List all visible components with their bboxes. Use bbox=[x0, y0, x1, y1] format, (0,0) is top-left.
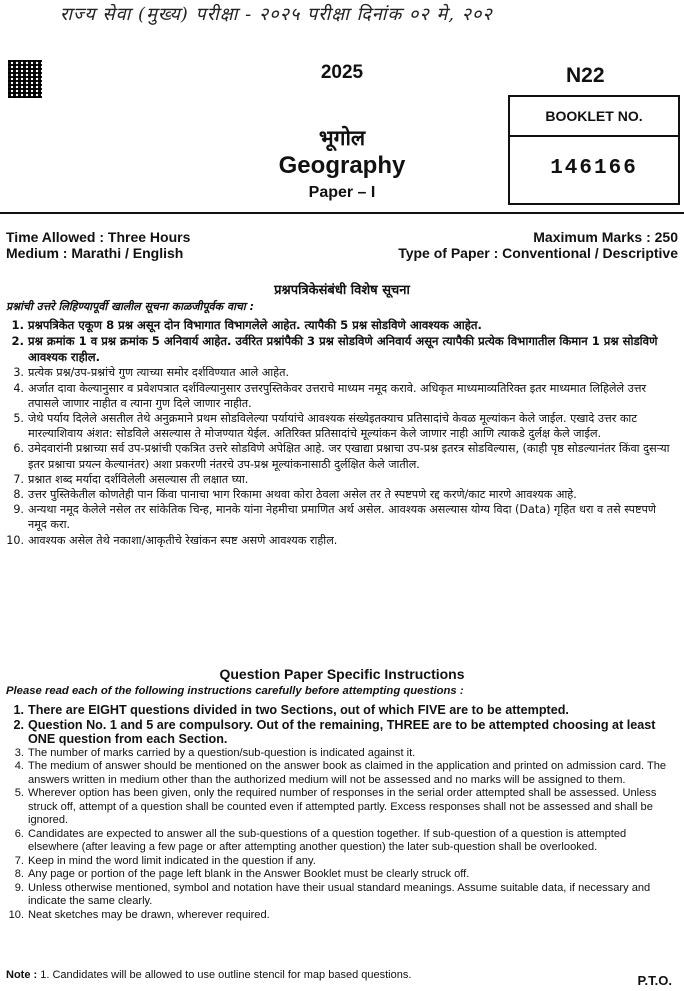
list-item: 10. Neat sketches may be drawn, wherever required. bbox=[8, 908, 270, 921]
list-item: 9. अन्यथा नमूद केलेले नसेल तर सांकेतिक चिन्ह, मानके यांना नेहमीचा प्रमाणित अर्थ असेल. आवश्यक असल्यास योग्य विदा (Data) गृहित धरा व तसे स्पष्टपणे नमूद करा. bbox=[13, 503, 656, 532]
footer-note bbox=[6, 969, 411, 981]
list-item: 5. Wherever option has been given, only the required number of responses in the serial order attempted shall be assessed. Unless struck off, attempt of a question shall be counted even if attempted partly. Excess responses shall not be assessed and shall be ignored. bbox=[14, 787, 657, 826]
header-divider bbox=[0, 212, 684, 214]
list-item: 2. प्रश्न क्रमांक 1 व प्रश्न क्रमांक 5 अनिवार्य आहेत. उर्वरित प्रश्नांपैकी 3 प्रश्न सोडविणे अनिवार्य असून त्यापैकी प्रत्येक विभागातील किमान 1 प्रश्न सोडविणे आवश्यक राहील. bbox=[11, 333, 658, 364]
list-item: 8. उत्तर पुस्तिकेतील कोणतेही पान किंवा पानाचा भाग रिकामा अथवा कोरा ठेवला असेल तर ते स्पष्टपणे रद्द करणे/काट मारणे आवश्यक आहे. bbox=[13, 488, 577, 502]
list-item: 5. जेथे पर्याय दिलेले असतील तेथे अनुक्रमाने प्रथम सोडविलेल्या पर्यायांचे आवश्यक संख्येइतक्याच प्रतिसादांचे केवळ मूल्यांकन केले जाईल. एखादे उत्तर काट मारल्याशिवाय अंशत: सोडविले असल्यास ते मोजण्यात येईल. अतिरिक्त प्रतिसादांचे मूल्यांकन केले जाणार नाही आणि त्याकडे दुर्लक्ष केले जाईल. bbox=[13, 412, 637, 441]
list-item: 3. The number of marks carried by a question/sub-question is indicated against it. bbox=[14, 746, 416, 759]
subject-marathi: भूगोल bbox=[318, 126, 366, 150]
marathi-instructions-list bbox=[6, 318, 674, 548]
list-item: 1. प्रश्नपत्रिकेत एकूण 8 प्रश्न असून दोन विभागात विभागलेले आहेत. त्यापैकी 5 प्रश्न सोडविणे आवश्यक आहेत. bbox=[11, 318, 482, 332]
booklet-label: BOOKLET NO. bbox=[510, 97, 678, 137]
list-item: 6. उमेदवारांनी प्रश्नाच्या सर्व उप-प्रश्नांची एकत्रित उत्तरे सोडविणे अपेक्षित आहे. जर एखाद्या प्रश्नाचा उप-प्रश्न इतरत्र सोडविल्यास, (काही पृष्ठ सोडल्यानंतर किंवा दुसऱ्या इतर प्रश्नाचा प्रयत्न केल्यानंतर) अशा प्रकरणी नंतरचे उप-प्रश्न मूल्यांकनासाठी दुर्लक्षित केले जातील. bbox=[13, 442, 670, 471]
subject-english: Geography bbox=[278, 152, 406, 179]
list-item: 9. Unless otherwise mentioned, symbol and notation have their usual standard meanings. Assume suitable data, if necessary and indicate the same clearly. bbox=[14, 881, 651, 907]
marathi-instructions-heading: प्रश्नपत्रिकेसंबंधी विशेष सूचना bbox=[274, 283, 410, 298]
list-item: 1. There are EIGHT questions divided in two Sections, out of which FIVE are to be attempted. bbox=[13, 703, 569, 717]
list-item: 4. अर्जात दावा केल्यानुसार व प्रवेशपत्रात दर्शविल्यानुसार उत्तरपुस्तिकेवर उत्तराचे माध्यम नमूद करावे. अधिकृत माध्यमाव्यतिरिक्त इतर माध्यमात लिहिलेले उत्तर तपासले जाणार नाहीत व त्याना गुण दिले जाणार नाहीत. bbox=[13, 381, 647, 410]
paper-code: N22 bbox=[566, 64, 605, 87]
english-instructions-list bbox=[6, 703, 674, 922]
list-item: 7. प्रश्नात शब्द मर्यादा दर्शविलेली असल्यास ती लक्षात घ्या. bbox=[13, 472, 249, 486]
english-instructions-heading: Question Paper Specific Instructions bbox=[219, 666, 465, 682]
paper-number: Paper – I bbox=[308, 184, 376, 201]
marathi-instructions-intro: प्रश्नांची उत्तरे लिहिण्यापूर्वी खालील सूचना काळजीपूर्वक वाचा : bbox=[6, 300, 254, 313]
booklet-number: 146166 bbox=[550, 157, 638, 180]
maximum-marks: Maximum Marks : 250 bbox=[533, 229, 678, 245]
list-item: 10. आवश्यक असेल तेथे नकाशा/आकृतीचे रेखांकन स्पष्ट असणे आवश्यक राहील. bbox=[6, 533, 338, 547]
list-item: 3. प्रत्येक प्रश्न/उप-प्रश्नांचे गुण त्याच्या समोर दर्शविण्यात आले आहेत. bbox=[13, 366, 290, 380]
type-of-paper: Type of Paper : Conventional / Descriptive bbox=[398, 245, 678, 261]
note-label: Note : bbox=[6, 969, 38, 981]
medium: Medium : Marathi / English bbox=[6, 245, 184, 261]
meta-right bbox=[398, 229, 678, 261]
note-text: 1. Candidates will be allowed to use outline stencil for map based questions. bbox=[40, 969, 412, 981]
meta-left bbox=[6, 229, 190, 261]
pto-label: P.T.O. bbox=[637, 973, 672, 988]
list-item: 8. Any page or portion of the page left blank in the Answer Booklet must be clearly struck off. bbox=[14, 868, 470, 880]
list-item: 6. Candidates are expected to answer all the sub-questions of a question together. If sub-question of a question is attempted elsewhere (after leaving a few page or after attempting another question) the later sub-question shall be overlooked. bbox=[14, 827, 627, 853]
english-instructions-intro: Please read each of the following instructions carefully before attempting questions : bbox=[6, 685, 464, 697]
time-allowed: Time Allowed : Three Hours bbox=[6, 229, 191, 245]
handwritten-exam-date: राज्य सेवा (मुख्य) परीक्षा - २०२५ परीक्षा दिनांक ०२ मे, २०२ bbox=[60, 4, 493, 25]
list-item: 4. The medium of answer should be mentioned on the answer book as claimed in the application and printed on admission card. The answers written in medium other than the authorized medium will not be assessed and no marks will be assigned to them. bbox=[14, 760, 667, 786]
list-item: 2. Question No. 1 and 5 are compulsory. Out of the remaining, THREE are to be attempted choosing at least ONE question from each Section. bbox=[13, 717, 656, 746]
exam-year: 2025 bbox=[320, 62, 364, 83]
list-item: 7. Keep in mind the word limit indicated in the question if any. bbox=[14, 854, 316, 867]
